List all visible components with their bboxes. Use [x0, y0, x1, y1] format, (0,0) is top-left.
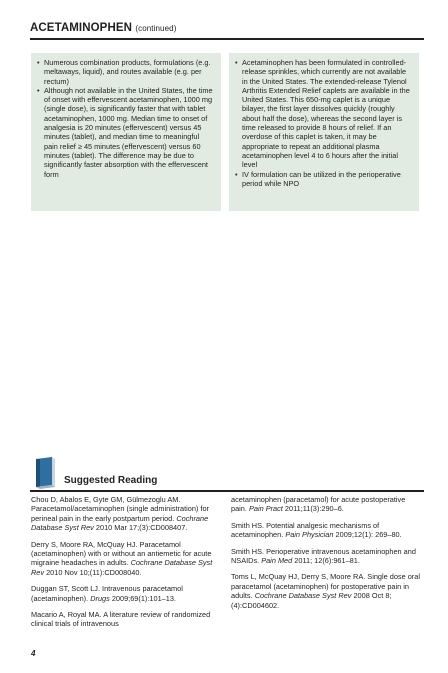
left-info-box: [31, 53, 221, 211]
header-rule: [30, 38, 424, 40]
reference-item: Smith HS. Potential analgesic mechanisms of acetaminophen. Pain Physician 2009;12(1): 269–80.: [231, 520, 402, 540]
left-box-item: • Numerous combination products, formulations (e.g. meltaways, liquid), and routes available (e.g. per rectum): [37, 58, 211, 86]
reference-item: Macario A, Royal MA. A literature review of randomized clinical trials of intravenous: [31, 610, 211, 629]
header-continued: (continued): [135, 24, 177, 33]
page-number: 4: [31, 649, 36, 658]
right-box-item: • Acetaminophen has been formulated in controlled-release sprinkles, which currently are not available in the United States. The extended-release Tylenol Arthritis Extended Relief caplets are available in the United States. This 650-mg caplet is a unique bilayer, the first layer dissolves quickly (roughly about half the dose), whereas the second layer is time released to provide 8 hours of relief. If an overdose of this caplet is taken, it may be appropriate to repeat an additional plasma acetaminophen level 4 to 6 hours after the initial level: [235, 58, 410, 170]
reference-item: acetaminophen (paracetamol) for acute postoperative pain. Pain Pract 2011;11(3):290–6.: [231, 495, 406, 514]
page-header: [30, 22, 424, 34]
reference-item: Toms L, McQuay HJ, Derry S, Moore RA. Single dose oral paracetamol (acetaminophen) for postoperative pain in adults. Cochrane Database Syst Rev 2008 Oct 8;(4):CD004602.: [231, 572, 420, 610]
book-icon: [32, 457, 56, 489]
suggested-reading-title: Suggested Reading: [64, 475, 158, 486]
left-box-item: • Although not available in the United States, the time of onset with effervescent acetaminophen, 1000 mg (single dose), is significantly faster that with tablet acetaminophen, 1000 mg. Median time to onset of analgesia is 20 minutes (effervescent) versus 45 minutes (tablet), and median time to meaningful pain relief ≥ 45 minutes (effervescent) versus 60 minutes (tablet). The difference may be due to significantly faster absorption with the effervescent form: [37, 85, 213, 179]
suggested-reading-header: [30, 457, 424, 491]
header-title: ACETAMINOPHEN: [30, 22, 133, 34]
reading-rule: [30, 490, 424, 492]
reference-item: Chou D, Abalos E, Gyte GM, Gülmezoglu AM. Paracetamol/acetaminophen (single administration) for perineal pain in the early postpartum period. Cochrane Database Syst Rev 2010 Mar 17;(3):CD008407.: [31, 495, 209, 533]
reference-item: Derry S, Moore RA, McQuay HJ. Paracetamol (acetaminophen) with or without an antiemetic for acute migraine headaches in adults. Cochrane Database Syst Rev 2010 Nov 10;(11):CD008040.: [31, 539, 213, 577]
right-box-item: • IV formulation can be utilized in the perioperative period while NPO: [235, 169, 401, 188]
references-right-column: [231, 495, 421, 617]
right-info-box: [229, 53, 419, 211]
reference-item: Duggan ST, Scott LJ. Intravenous paracetamol (acetaminophen). Drugs 2009;69(1):101–13.: [31, 584, 183, 603]
reference-item: Smith HS. Perioperative intravenous acetaminophen and NSAIDs. Pain Med 2011; 12(6):961–81.: [231, 546, 416, 566]
references-left-column: [31, 495, 221, 636]
